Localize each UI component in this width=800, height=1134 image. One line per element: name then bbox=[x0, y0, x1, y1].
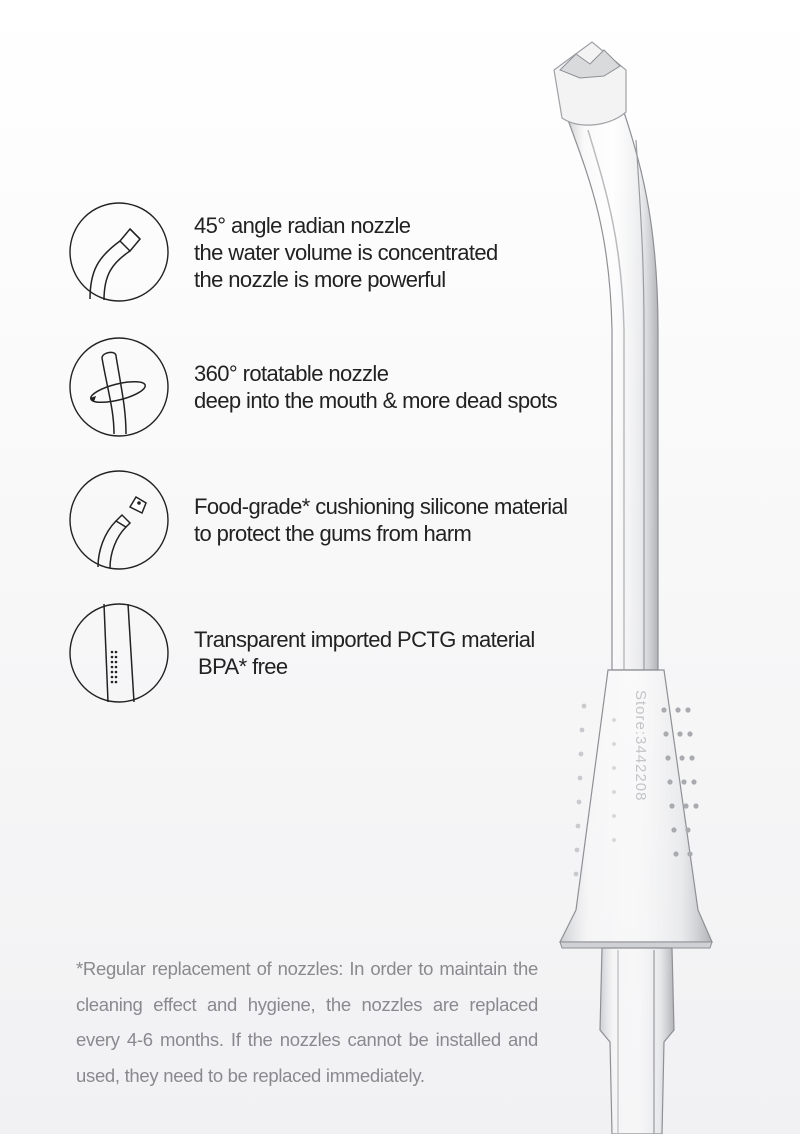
feature-line: 45° angle radian nozzle bbox=[194, 212, 411, 238]
silicone-tip-icon bbox=[68, 469, 170, 571]
nozzle-product-image bbox=[540, 30, 740, 1134]
feature-line: Food-grade* cushioning silicone material bbox=[194, 494, 568, 519]
angled-nozzle-icon bbox=[68, 201, 170, 303]
feature-rotatable-nozzle bbox=[68, 336, 588, 440]
feature-line: deep into the mouth & more dead spots bbox=[194, 388, 558, 413]
feature-line: Transparent imported PCTG material bbox=[194, 627, 535, 652]
replacement-footnote: *Regular replacement of nozzles: In order to maintain the cleaning effect and hygiene, the nozzles are replaced every 4-6 months. If the nozzles cannot be installed and used, they need to be replaced immediately. bbox=[76, 958, 538, 1086]
feature-pctg-material bbox=[68, 602, 588, 706]
feature-angle-nozzle bbox=[68, 201, 588, 305]
transparent-tube-icon bbox=[68, 602, 170, 704]
feature-silicone-material bbox=[68, 469, 588, 573]
engraved-store-text: Store:3442208 bbox=[632, 690, 649, 802]
feature-line: 360° rotatable nozzle bbox=[194, 361, 389, 386]
feature-line: to protect the gums from harm bbox=[194, 521, 472, 546]
feature-line: BPA* free bbox=[198, 654, 288, 679]
rotate-nozzle-icon bbox=[68, 336, 170, 438]
feature-line: the nozzle is more powerful bbox=[194, 266, 446, 292]
feature-line: the water volume is concentrated bbox=[194, 239, 498, 265]
